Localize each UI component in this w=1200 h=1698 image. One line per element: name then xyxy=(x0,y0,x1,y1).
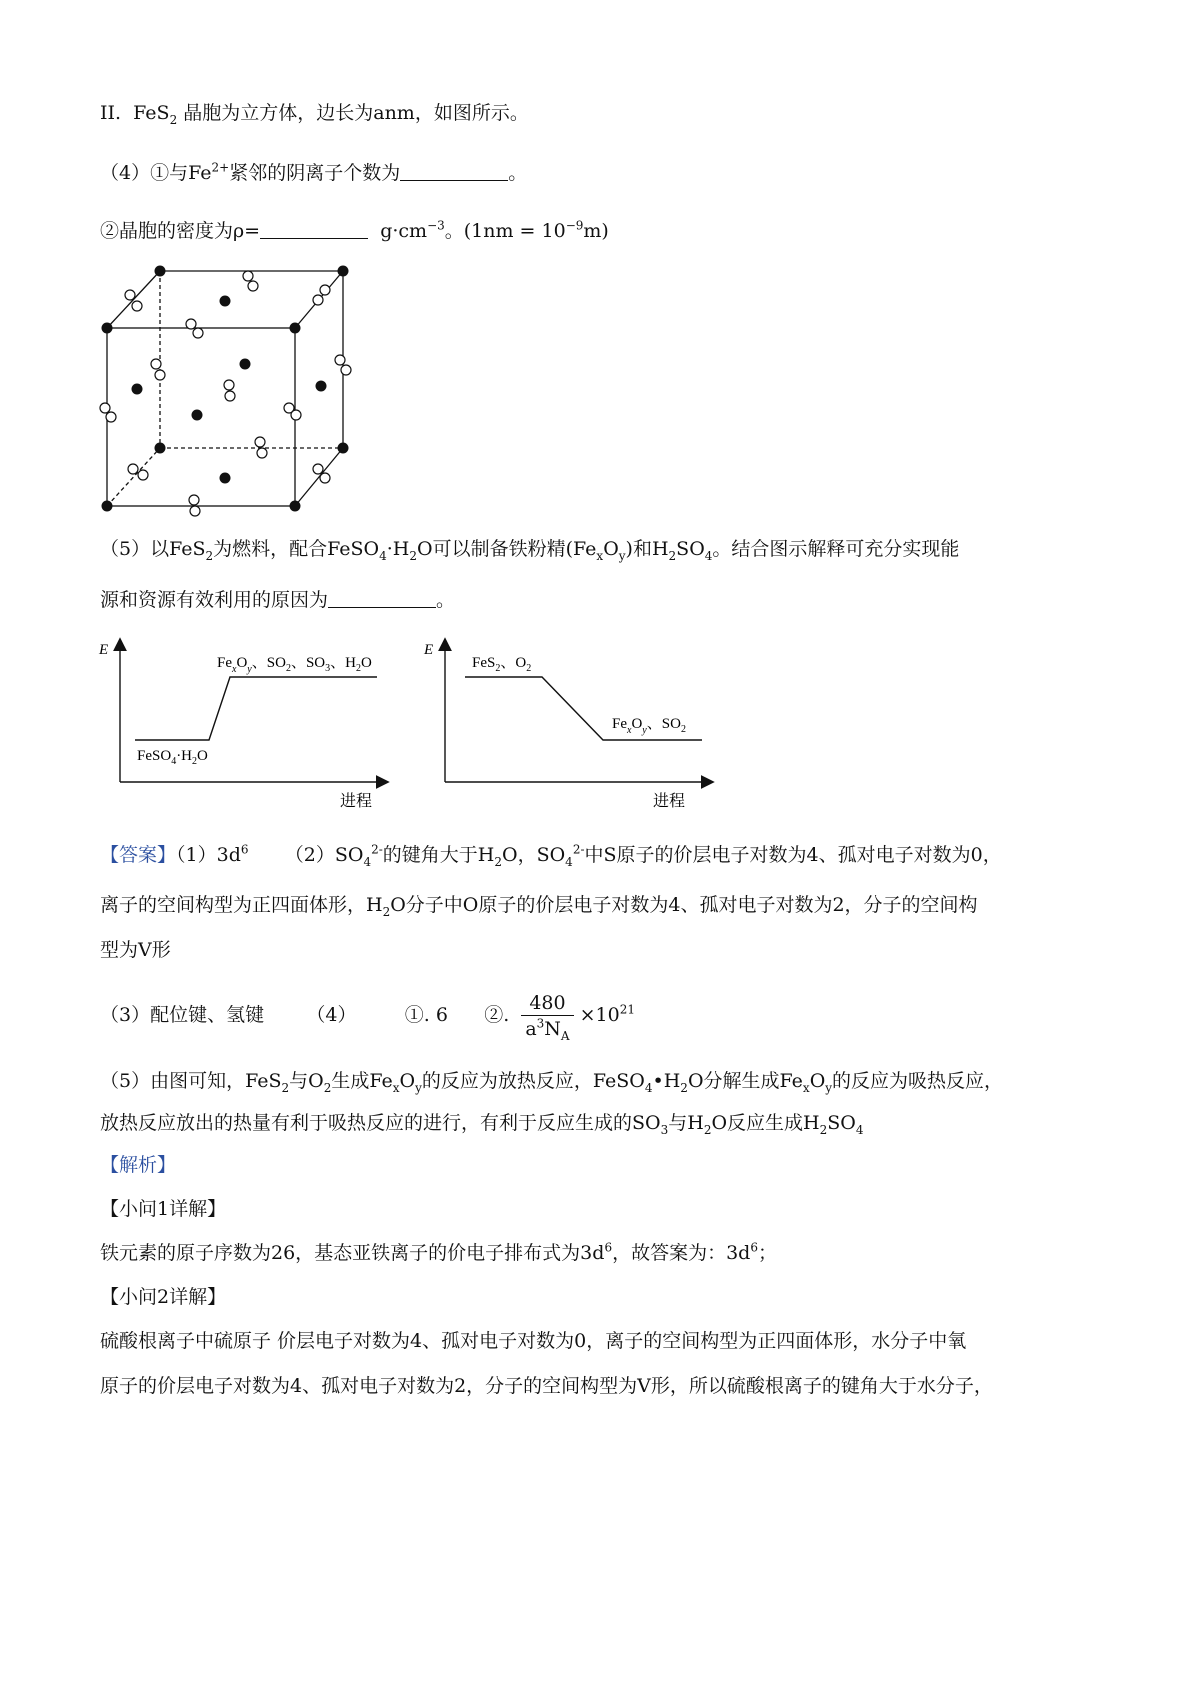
answer-line3: 型为V形 xyxy=(100,939,171,961)
part-label: II. xyxy=(100,102,122,124)
answer-line2: 离子的空间构型为正四面体形，$H_2O$分子中O原子的价层电子对数为4、孤对电子对数为2，分子的空间构 xyxy=(100,894,978,919)
y-axis-label: E xyxy=(424,642,434,658)
reactant-label: FeS$_2$、$O_2$ xyxy=(472,655,532,674)
answer-blank[interactable] xyxy=(328,589,436,608)
question-5-line2: 源和资源有效利用的原因为 。 xyxy=(100,589,456,611)
answer-blank[interactable] xyxy=(400,162,508,181)
question-5-line1: （5）以FeS$_2$为燃料，配合$FeSO_4\cdot H_2O$可以制备铁粉精$(Fe_xO_y)$和$H_2SO_4$。结合图示解释可充分实现能 xyxy=(100,538,960,563)
answer-tag: 【答案】 xyxy=(100,844,177,866)
energy-diagram-exothermic xyxy=(420,630,730,815)
question-4-2: ②晶胞的密度为$\rho= g\cdot cm^{-3}$。$(1nm = 10^{-9}m)$ xyxy=(100,218,609,242)
sub2-text-line1: 硫酸根离子中硫原子 价层电子对数为4、孤对电子对数为0，离子的空间构型为正四面体形，水分子中氧 xyxy=(100,1330,967,1352)
product-label: $Fe_xO_y$、$SO_2$、$SO_3$、$H_2O$ xyxy=(217,655,372,675)
x-axis-label: 进程 xyxy=(340,793,373,810)
sub1-text: 铁元素的原子序数为26，基态亚铁离子的价电子排布式为$3d^6$，故答案为：$3d^6$； xyxy=(100,1240,777,1264)
answer-blank[interactable] xyxy=(260,220,368,239)
energy-path xyxy=(135,677,377,740)
fes2-unit-cell-diagram xyxy=(95,258,365,523)
x-axis-label: 进程 xyxy=(653,793,686,810)
y-axis-label: E xyxy=(99,642,109,658)
density-fraction: $\frac{480}{a^3N_A}$ xyxy=(521,991,573,1042)
energy-diagram-endothermic xyxy=(95,630,405,815)
question-4-1: （4）①与$Fe^{2+}$紧邻的阴离子个数为 。 xyxy=(100,160,528,184)
sub2-text-line2: 原子的价层电子对数为4、孤对电子对数为2，分子的空间构型为V形，所以硫酸根离子的键角大于水分子， xyxy=(100,1375,993,1397)
sub1-title: 【小问1详解】 xyxy=(100,1198,227,1220)
part2-intro: II. FeS$_2$ 晶胞为立方体，边长为anm，如图所示。 xyxy=(100,102,529,127)
analysis-tag: 【解析】 xyxy=(100,1154,177,1176)
answer-line6: 放热反应放出的热量有利于吸热反应的进行，有利于反应生成的$SO_3$与$H_2O$反应生成$H_2SO_4$ xyxy=(100,1112,864,1137)
answer-line5: （5）由图可知，FeS$_2$与$O_2$生成$Fe_xO_y$的反应为放热反应，$FeSO_4•H_2O$分解生成$Fe_xO_y$的反应为吸热反应， xyxy=(100,1070,1004,1095)
answer-line4: （3）配位键、氢键 （4） ①. 6 ②. $\frac{480}{a^3N_A}$ $\times 10^{21}$ xyxy=(100,991,635,1043)
reactant-label: $FeSO_4\cdot H_2O$ xyxy=(137,748,208,767)
product-label: $Fe_xO_y$、$SO_2$ xyxy=(612,716,686,736)
sub2-title: 【小问2详解】 xyxy=(100,1286,227,1308)
answer-line1: 【答案】$(1)3d^6$ $(2)SO_4^{2-}$的键角大于$H_2O$，$SO_4^{2-}$中S原子的价层电子对数为4、孤对电子对数为0， xyxy=(100,842,1002,869)
